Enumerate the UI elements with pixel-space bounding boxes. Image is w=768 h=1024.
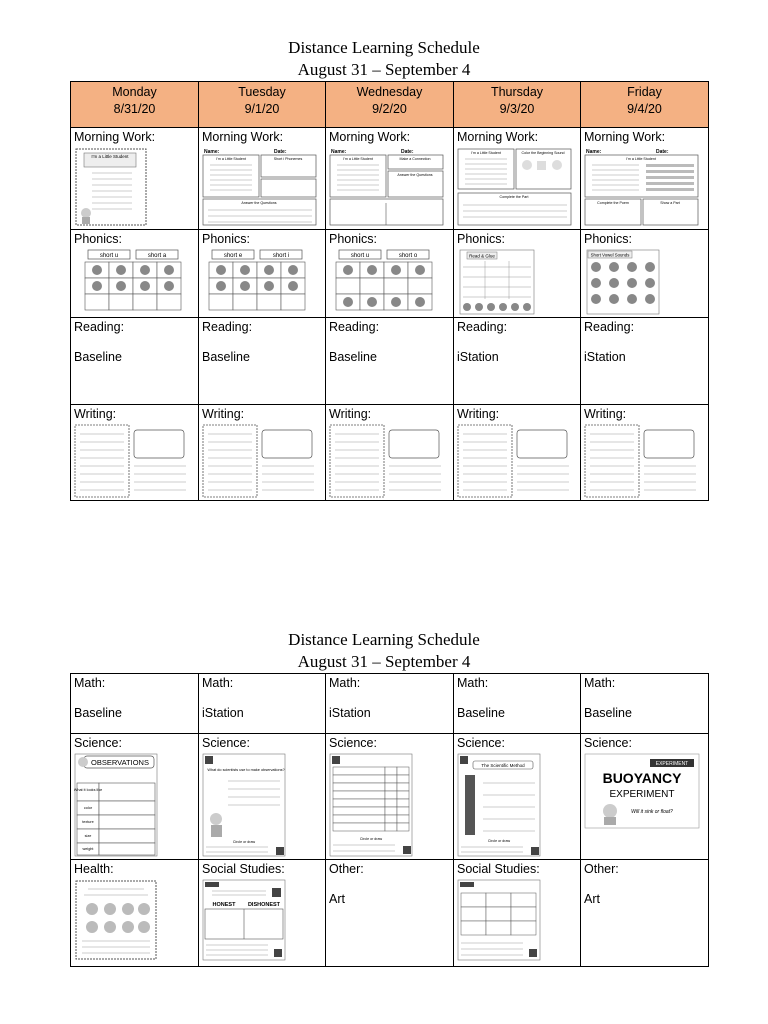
reading-label: Reading: <box>457 320 508 334</box>
sheet-date: Date: <box>656 149 669 155</box>
science-footer: Circle or draw <box>487 839 511 843</box>
phonics-worksheet-thumbnail[interactable] <box>335 249 450 313</box>
buoyancy-question: Will it sink or float? <box>631 809 673 815</box>
observations-worksheet-icon <box>74 753 158 857</box>
phonics-cell <box>454 230 581 318</box>
sort-right-label: short i <box>272 253 290 259</box>
science-worksheet-thumbnail[interactable] <box>74 753 195 857</box>
writing-cell <box>454 405 581 501</box>
reading-label: Reading: <box>329 320 380 334</box>
science-worksheet-thumbnail[interactable] <box>202 753 322 857</box>
reading-label: Reading: <box>202 320 253 334</box>
writing-cell <box>326 405 454 501</box>
sheet-subtitle: Show a Part <box>660 201 680 205</box>
morning-work-label: Morning Work: <box>584 130 666 144</box>
other-cell <box>581 860 709 967</box>
writing-cell <box>199 405 326 501</box>
sheet-subtitle: Make a Connection <box>399 157 431 161</box>
page1-date-range: August 31 – September 4 <box>297 60 471 79</box>
social-studies-cell <box>454 860 581 967</box>
reading-value: Baseline <box>74 350 122 364</box>
sheet-subtitle: Short i Phonemes <box>273 157 303 161</box>
science-label: Science: <box>584 736 632 750</box>
math-label: Math: <box>329 676 361 690</box>
morning-work-cell <box>581 128 709 230</box>
sort-right-label: short o <box>398 253 418 259</box>
schedule-table-2 <box>70 673 709 967</box>
vowel-worksheet-icon <box>586 249 660 315</box>
sheet-section: Answer the Questions <box>397 173 433 177</box>
writing-worksheet-thumbnail[interactable] <box>202 424 322 498</box>
math-label: Math: <box>74 676 106 690</box>
morning-worksheet-thumbnail[interactable] <box>202 147 322 227</box>
writing-worksheet-thumbnail[interactable] <box>74 424 195 498</box>
morning-worksheet-thumbnail[interactable] <box>74 147 195 227</box>
science-label: Science: <box>329 736 377 750</box>
reading-value: iStation <box>457 350 499 364</box>
morning-worksheet-thumbnail[interactable] <box>457 147 577 227</box>
phonics-label: Phonics: <box>457 232 505 246</box>
writing-worksheet-thumbnail[interactable] <box>329 424 450 498</box>
writing-label: Writing: <box>329 407 372 421</box>
social-studies-worksheet-thumbnail[interactable] <box>457 879 577 961</box>
science-cell <box>71 734 199 860</box>
worksheet-icon <box>457 147 573 227</box>
worksheet-icon <box>329 147 445 227</box>
health-cell <box>71 860 199 967</box>
writing-worksheet-icon <box>202 424 318 498</box>
sheet-title: I'm a Little Student <box>343 157 373 161</box>
sheet-title: I'm a Little Student <box>471 151 501 155</box>
sort-left-label: short u <box>350 253 370 259</box>
social-studies-label: Social Studies: <box>457 862 540 876</box>
science-cell <box>326 734 454 860</box>
math-label: Math: <box>202 676 234 690</box>
math-label: Math: <box>457 676 489 690</box>
morning-work-cell <box>326 128 454 230</box>
phonics-row <box>71 230 709 318</box>
science-label: Science: <box>74 736 122 750</box>
dishonest-label: DISHONEST <box>247 902 281 908</box>
morning-work-cell <box>199 128 326 230</box>
writing-label: Writing: <box>202 407 245 421</box>
science-worksheet-icon <box>202 753 286 857</box>
science-cell <box>454 734 581 860</box>
sheet-title: I'm a Little Student <box>626 157 656 161</box>
health-worksheet-thumbnail[interactable] <box>74 879 195 961</box>
other-label: Other: <box>584 862 619 876</box>
reading-label: Reading: <box>74 320 125 334</box>
sheet-name: Name: <box>331 149 347 155</box>
social-studies-worksheet-icon <box>457 879 541 961</box>
sheet-date: Date: <box>401 149 414 155</box>
writing-cell <box>581 405 709 501</box>
observation-row-label: weight <box>82 847 94 851</box>
math-value: iStation <box>329 706 371 720</box>
writing-worksheet-icon <box>457 424 573 498</box>
worksheet-icon <box>584 147 700 227</box>
health-worksheet-icon <box>74 879 158 961</box>
day-header-friday: Friday 9/4/20 <box>581 82 709 128</box>
buoyancy-subtitle: EXPERIMENT <box>609 789 675 800</box>
worksheet-icon <box>202 147 318 227</box>
morning-worksheet-thumbnail[interactable] <box>584 147 705 227</box>
phonics-label: Phonics: <box>202 232 250 246</box>
science-label: Science: <box>202 736 250 750</box>
phonics-worksheet-thumbnail[interactable] <box>459 249 577 315</box>
day-header-row <box>71 82 709 128</box>
math-cell <box>71 674 199 734</box>
sheet-section: Complete the Part <box>499 195 529 199</box>
reading-value: Baseline <box>329 350 377 364</box>
page2-date-range: August 31 – September 4 <box>297 652 471 671</box>
sort-left-label: short e <box>223 253 243 259</box>
phonics-label: Phonics: <box>584 232 632 246</box>
writing-worksheet-icon <box>74 424 190 498</box>
science-footer: Circle or draw <box>359 837 383 841</box>
sort-right-label: short a <box>147 253 167 259</box>
honest-label: HONEST <box>212 902 236 908</box>
science-footer: Circle or draw <box>232 840 256 844</box>
other-value: Art <box>329 892 345 906</box>
sort-left-label: short u <box>99 253 119 259</box>
experiment-tag: EXPERIMENT <box>655 761 689 767</box>
reading-value: iStation <box>584 350 626 364</box>
phonics-label: Phonics: <box>329 232 377 246</box>
sheet-name: Name: <box>204 149 220 155</box>
reading-row <box>71 318 709 405</box>
honest-worksheet-icon <box>202 879 286 961</box>
reading-value: Baseline <box>202 350 250 364</box>
morning-work-label: Morning Work: <box>457 130 539 144</box>
math-cell <box>454 674 581 734</box>
writing-label: Writing: <box>74 407 117 421</box>
math-label: Math: <box>584 676 616 690</box>
day-header-tuesday: Tuesday 9/1/20 <box>199 82 326 128</box>
math-row <box>71 674 709 734</box>
social-studies-label: Social Studies: <box>202 862 285 876</box>
writing-worksheet-icon <box>584 424 700 498</box>
writing-row <box>71 405 709 501</box>
sheet-subtitle: Color the Beginning Sound <box>521 151 565 155</box>
math-value: Baseline <box>74 706 122 720</box>
sheet-title: I'm a Little Student <box>216 157 246 161</box>
writing-worksheet-icon <box>329 424 445 498</box>
observation-row-label: texture <box>82 820 94 824</box>
science-worksheet-thumbnail[interactable] <box>584 753 705 829</box>
math-value: Baseline <box>457 706 505 720</box>
observation-row-label: color <box>83 806 93 810</box>
math-cell <box>326 674 454 734</box>
morning-work-label: Morning Work: <box>74 130 156 144</box>
phonics-cell <box>199 230 326 318</box>
scientific-method-worksheet-icon <box>457 753 541 857</box>
phonics-cell <box>326 230 454 318</box>
writing-cell <box>71 405 199 501</box>
science-row <box>71 734 709 860</box>
day-header-thursday: Thursday 9/3/20 <box>454 82 581 128</box>
sheet-section: Complete the Poem <box>597 201 629 205</box>
other-subjects-row <box>71 860 709 967</box>
read-glue-worksheet-icon <box>459 249 535 315</box>
phonics-label: Phonics: <box>74 232 122 246</box>
sort-worksheet-icon <box>84 249 182 313</box>
reading-cell <box>581 318 709 405</box>
science-cell <box>581 734 709 860</box>
sheet-title-mon: I'm a Little Student <box>91 154 129 159</box>
buoyancy-experiment-icon <box>584 753 700 829</box>
reading-cell <box>454 318 581 405</box>
other-label: Other: <box>329 862 364 876</box>
observations-title: OBSERVATIONS <box>91 758 149 767</box>
phonics-worksheet-thumbnail[interactable] <box>208 249 322 313</box>
page1-title: Distance Learning Schedule <box>288 38 480 57</box>
sheet-section: Answer the Questions <box>241 201 277 205</box>
social-studies-worksheet-thumbnail[interactable] <box>202 879 322 961</box>
sheet-date: Date: <box>274 149 287 155</box>
morning-work-row <box>71 128 709 230</box>
science-worksheet-thumbnail[interactable] <box>457 753 577 857</box>
math-value: Baseline <box>584 706 632 720</box>
observation-row-label: What it looks like <box>74 788 103 792</box>
phonics-cell <box>71 230 199 318</box>
morning-worksheet-thumbnail[interactable] <box>329 147 450 227</box>
sort-worksheet-icon <box>208 249 306 313</box>
sort-worksheet-icon <box>335 249 433 313</box>
math-cell <box>199 674 326 734</box>
reading-cell <box>199 318 326 405</box>
vowel-title: Short Vowel Sounds <box>590 252 630 258</box>
other-cell <box>326 860 454 967</box>
morning-work-cell <box>71 128 199 230</box>
science-worksheet-thumbnail[interactable] <box>329 753 450 857</box>
writing-label: Writing: <box>457 407 500 421</box>
writing-label: Writing: <box>584 407 627 421</box>
other-value: Art <box>584 892 600 906</box>
morning-work-label: Morning Work: <box>202 130 284 144</box>
read-glue-title: Read & Glue <box>469 253 495 259</box>
poem-worksheet-icon <box>74 147 150 227</box>
phonics-cell <box>581 230 709 318</box>
reading-cell <box>71 318 199 405</box>
schedule-table-1 <box>70 81 709 501</box>
health-label: Health: <box>74 862 114 876</box>
phonics-worksheet-thumbnail[interactable] <box>586 249 705 315</box>
phonics-worksheet-thumbnail[interactable] <box>84 249 195 313</box>
science-label: Science: <box>457 736 505 750</box>
scientific-method-title: The Scientific Method <box>481 763 525 768</box>
reading-label: Reading: <box>584 320 635 334</box>
observation-row-label: size <box>84 834 92 838</box>
reading-cell <box>326 318 454 405</box>
writing-worksheet-thumbnail[interactable] <box>457 424 577 498</box>
morning-work-cell <box>454 128 581 230</box>
math-cell <box>581 674 709 734</box>
sheet-name: Name: <box>586 149 602 155</box>
science-cell <box>199 734 326 860</box>
social-studies-cell <box>199 860 326 967</box>
math-value: iStation <box>202 706 244 720</box>
writing-worksheet-thumbnail[interactable] <box>584 424 705 498</box>
day-header-monday: Monday 8/31/20 <box>71 82 199 128</box>
day-header-wednesday: Wednesday 9/2/20 <box>326 82 454 128</box>
science-prompt: What do scientists use to make observations? <box>207 768 285 772</box>
page2-title: Distance Learning Schedule <box>288 630 480 649</box>
science-worksheet-icon <box>329 753 413 857</box>
buoyancy-title: BUOYANCY <box>602 770 682 786</box>
morning-work-label: Morning Work: <box>329 130 411 144</box>
